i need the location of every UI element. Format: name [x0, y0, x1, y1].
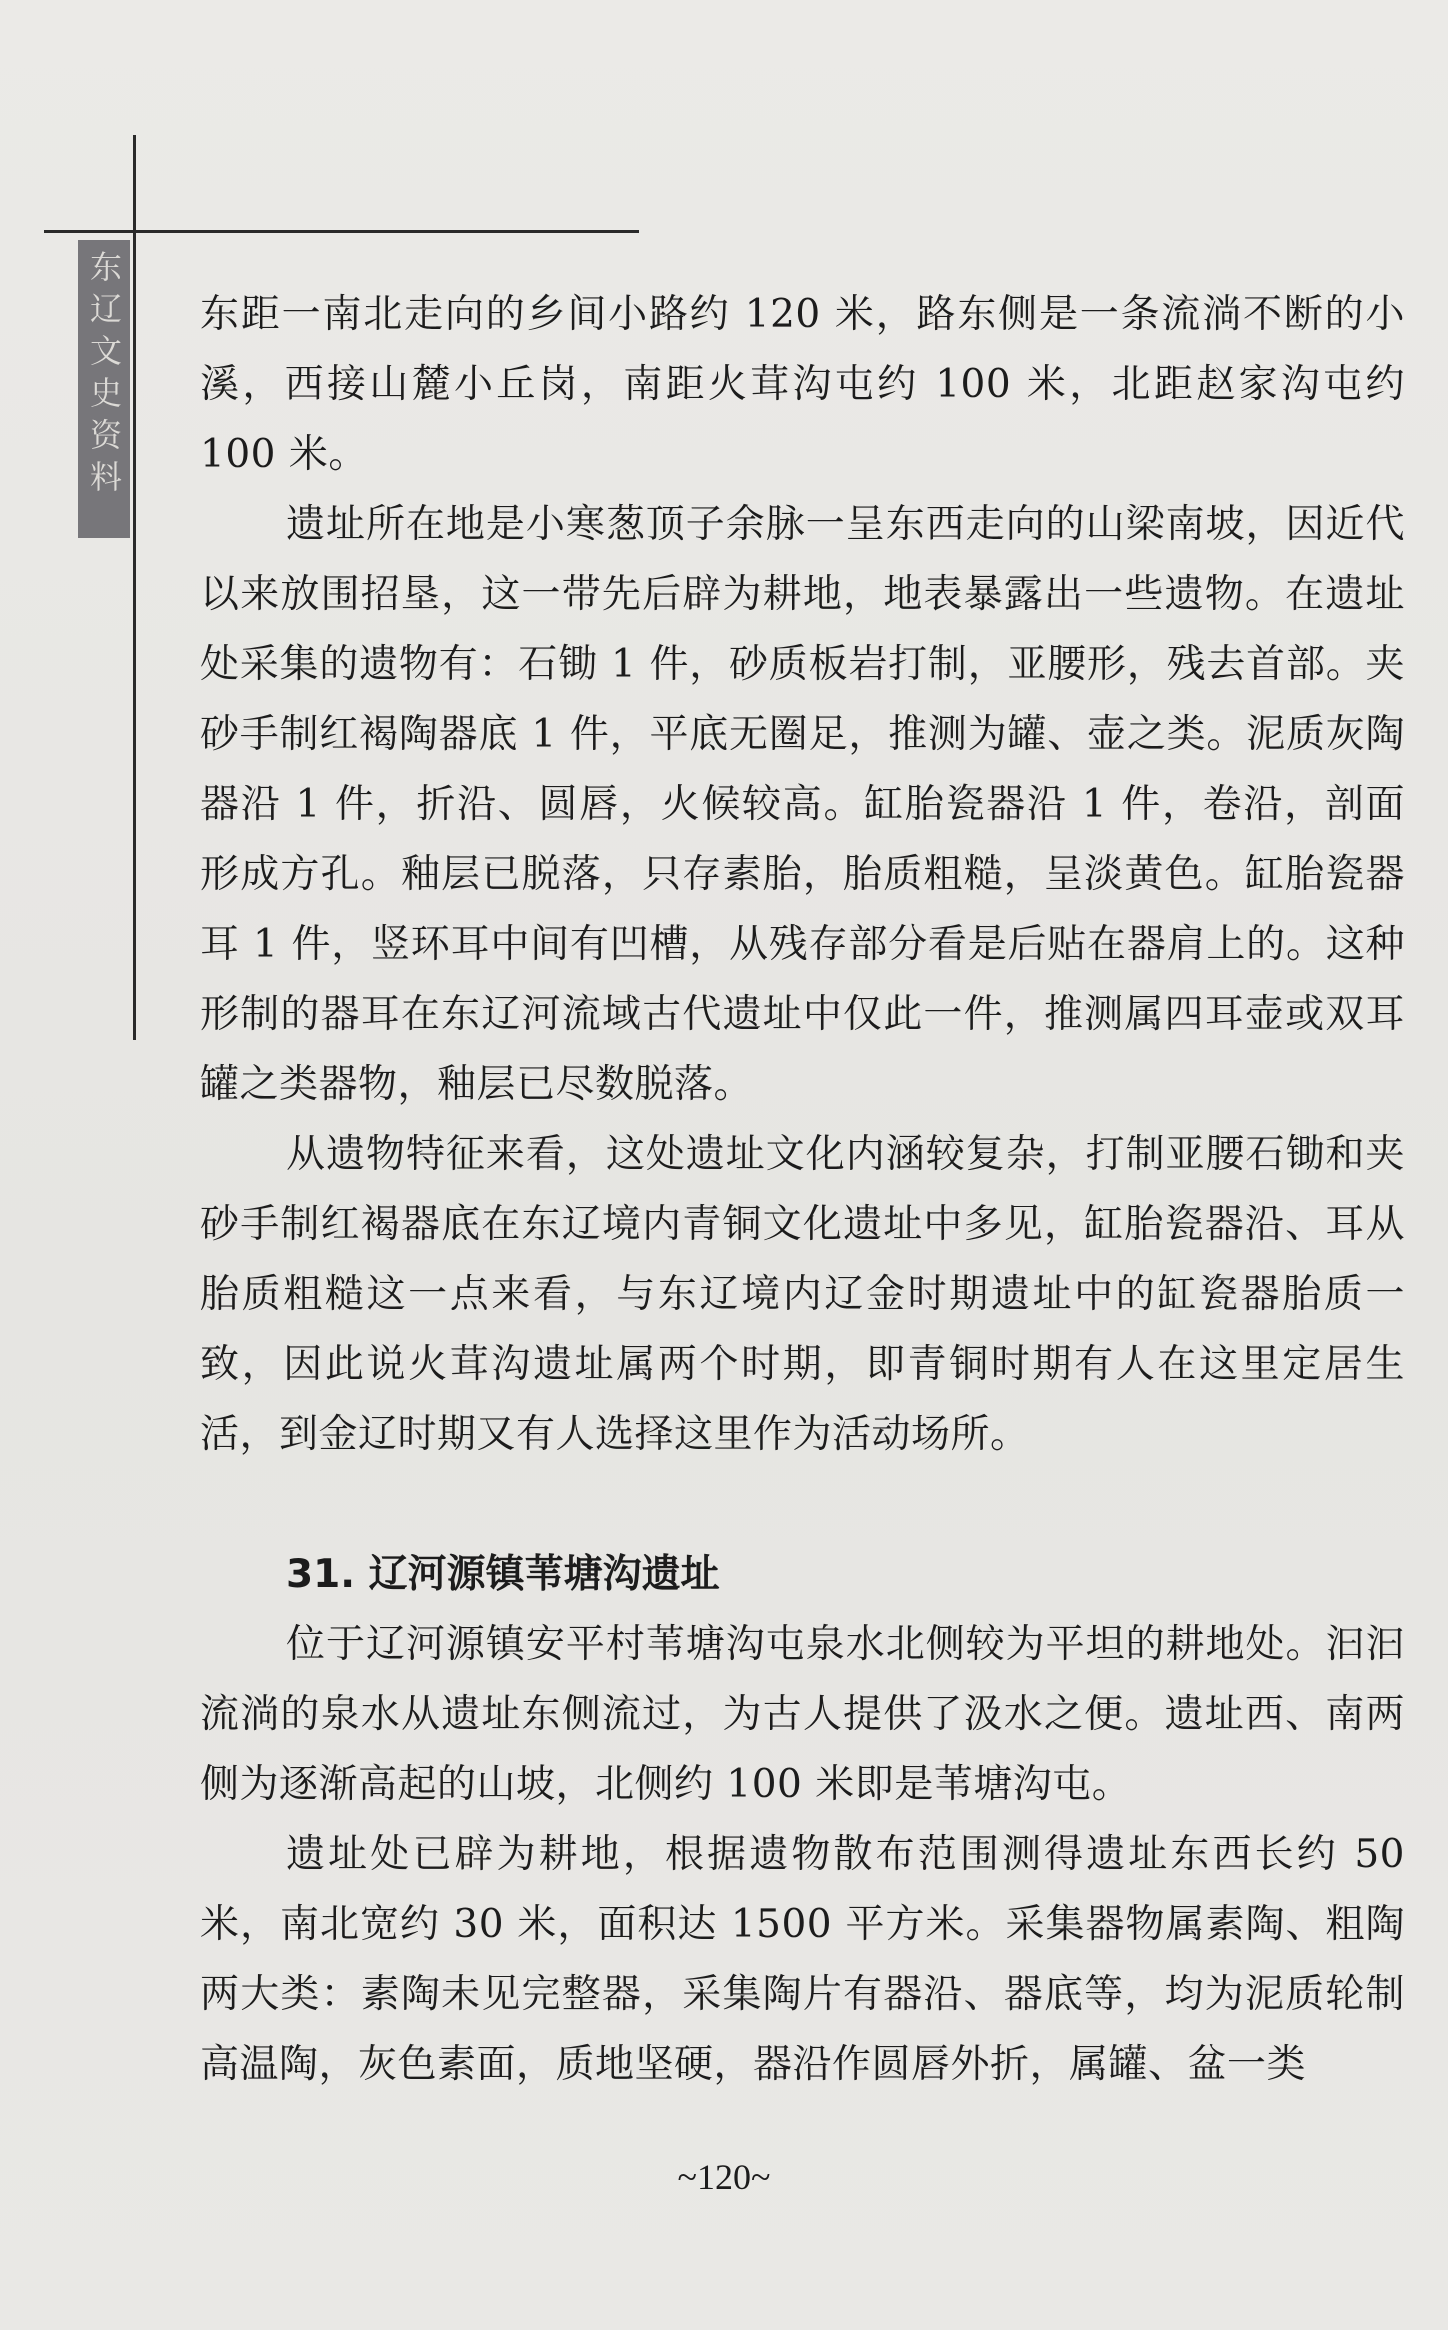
page-number: ~120~ [677, 2157, 771, 2197]
series-side-tab [78, 240, 130, 538]
margin-horizontal-rule [44, 230, 639, 233]
section-heading: 31. 辽河源镇苇塘沟遗址 [286, 1552, 720, 1597]
paragraph-3: 从遗物特征来看，这处遗址文化内涵较复杂，打制亚腰石锄和夹砂手制红褐器底在东辽境内青铜文化遗址中多见，缸胎瓷器沿、耳从胎质粗糙这一点来看，与东辽境内辽金时期遗址中的缸瓷器胎质一致，因此说火茸沟遗址属两个时期，即青铜时期有人在这里定居生活，到金辽时期又有人选择这里作为活动场所。 [200, 1132, 1405, 1457]
paragraph-4: 位于辽河源镇安平村苇塘沟屯泉水北侧较为平坦的耕地处。汩汩流淌的泉水从遗址东侧流过，为古人提供了汲水之便。遗址西、南两侧为逐渐高起的山坡，北侧约 100 米即是苇塘沟屯。 [200, 1622, 1405, 1807]
paragraph-5: 遗址处已辟为耕地，根据遗物散布范围测得遗址东西长约 50 米，南北宽约 30 米，面积达 1500 平方米。采集器物属素陶、粗陶两大类：素陶未见完整器，采集陶片有器沿、器底等，均为泥质轮制高温陶，灰色素面，质地坚硬，器沿作圆唇外折，属罐、盆一类 [200, 1832, 1405, 2087]
paragraph-1: 东距一南北走向的乡间小路约 120 米，路东侧是一条流淌不断的小溪，西接山麓小丘岗，南距火茸沟屯约 100 米，北距赵家沟屯约 100 米。 [200, 292, 1405, 477]
body-text [200, 280, 1405, 2100]
paragraph-2: 遗址所在地是小寒葱顶子余脉一呈东西走向的山梁南坡，因近代以来放围招垦，这一带先后辟为耕地，地表暴露出一些遗物。在遗址处采集的遗物有：石锄 1 件，砂质板岩打制，亚腰形，残去首部。夹砂手制红褐陶器底 1 件，平底无圈足，推测为罐、壶之类。泥质灰陶器沿 1 件，折沿、圆唇，火候较高。缸胎瓷器沿 1 件，卷沿，剖面形成方孔。釉层已脱落，只存素胎，胎质粗糙，呈淡黄色。缸胎瓷器耳 1 件，竖环耳中间有凹槽，从残存部分看是后贴在器肩上的。这种形制的器耳在东辽河流域古代遗址中仅此一件，推测属四耳壶或双耳罐之类器物，釉层已尽数脱落。 [200, 502, 1405, 1107]
margin-vertical-rule [133, 135, 136, 1040]
series-title: 东辽文史资料 [85, 250, 123, 502]
